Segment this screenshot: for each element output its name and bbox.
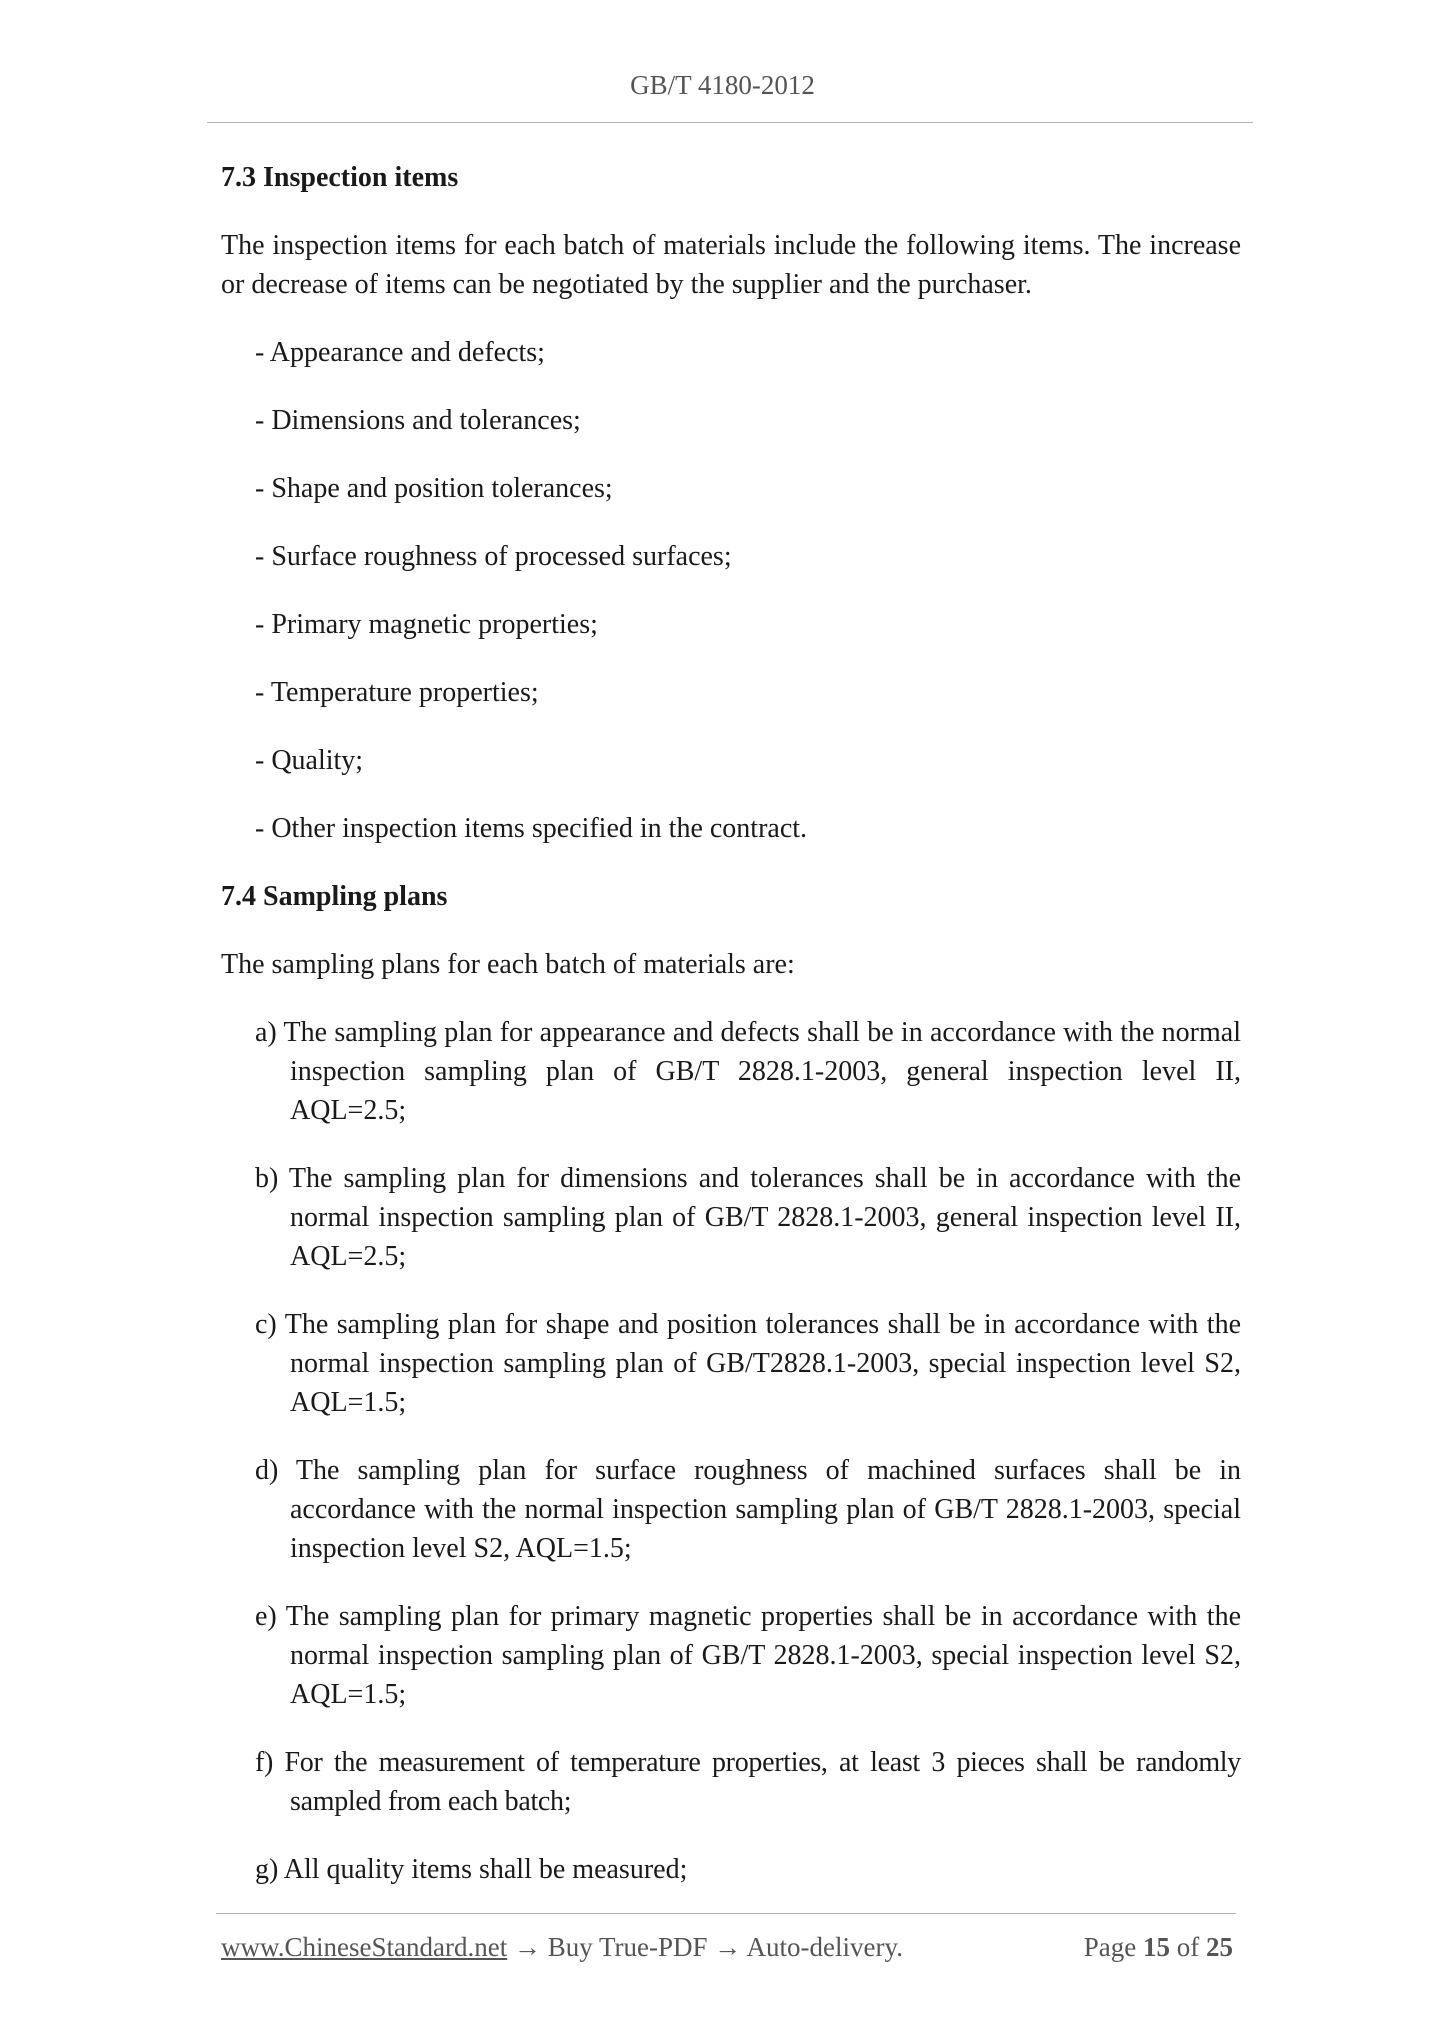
of-label: of [1176, 1932, 1200, 1962]
sampling-plan-item-f: f) For the measurement of temperature properties, at least 3 pieces shall be randomly sampled from each batch; [255, 1747, 1241, 1817]
inspection-item: - Other inspection items specified in the contract. [255, 813, 808, 844]
document-header: GB/T 4180-2012 [630, 70, 815, 100]
footer-divider [216, 1913, 1236, 1914]
inspection-item: - Surface roughness of processed surfaces; [255, 541, 732, 572]
sampling-plan-item-c: c) The sampling plan for shape and position tolerances shall be in accordance with the normal inspection sampling plan of GB/T2828.1-2003, special inspection level S2, AQL=1.5; [255, 1309, 1241, 1418]
section-7-3-intro: The inspection items for each batch of materials include the following items. The increase or decrease of items can be negotiated by the supplier and the purchaser. [221, 230, 1241, 300]
header-divider [207, 122, 1253, 123]
sampling-plan-item-a: a) The sampling plan for appearance and defects shall be in accordance with the normal inspection sampling plan of GB/T 2828.1-2003, general inspection level II, AQL=2.5; [255, 1017, 1241, 1126]
section-7-4-intro: The sampling plans for each batch of materials are: [221, 949, 795, 980]
auto-delivery-text: Auto-delivery. [746, 1932, 903, 1962]
arrow-right-icon: → [513, 1932, 541, 1962]
page-content [221, 158, 1241, 1918]
sampling-plan-item-g: g) All quality items shall be measured; [255, 1854, 688, 1885]
total-pages-number: 25 [1206, 1932, 1233, 1962]
sampling-plan-item-d: d) The sampling plan for surface roughness of machined surfaces shall be in accordance with the normal inspection sampling plan of GB/T 2828.1-2003, special inspection level S2, AQL=1.5; [255, 1455, 1241, 1564]
inspection-item: - Dimensions and tolerances; [255, 405, 581, 436]
buy-pdf-text: Buy True-PDF [547, 1932, 708, 1962]
sampling-plan-item-b: b) The sampling plan for dimensions and tolerances shall be in accordance with the normal inspection sampling plan of GB/T 2828.1-2003, general inspection level II, AQL=2.5; [255, 1163, 1241, 1272]
inspection-item: - Quality; [255, 745, 364, 776]
inspection-item: - Primary magnetic properties; [255, 609, 598, 640]
section-heading-7-4: 7.4 Sampling plans [221, 881, 448, 912]
arrow-right-icon: → [714, 1932, 742, 1962]
website-link[interactable]: www.ChineseStandard.net [221, 1932, 508, 1962]
section-heading-7-3: 7.3 Inspection items [221, 162, 459, 193]
sampling-plan-item-e: e) The sampling plan for primary magnetic properties shall be in accordance with the normal inspection sampling plan of GB/T 2828.1-2003, special inspection level S2, AQL=1.5; [255, 1601, 1241, 1710]
inspection-item: - Temperature properties; [255, 677, 539, 708]
inspection-item: - Appearance and defects; [255, 337, 545, 368]
current-page-number: 15 [1143, 1932, 1170, 1962]
page-label: Page [1083, 1932, 1137, 1962]
footer-promo [221, 1932, 903, 1963]
page-indicator [1084, 1932, 1233, 1963]
inspection-item: - Shape and position tolerances; [255, 473, 613, 504]
